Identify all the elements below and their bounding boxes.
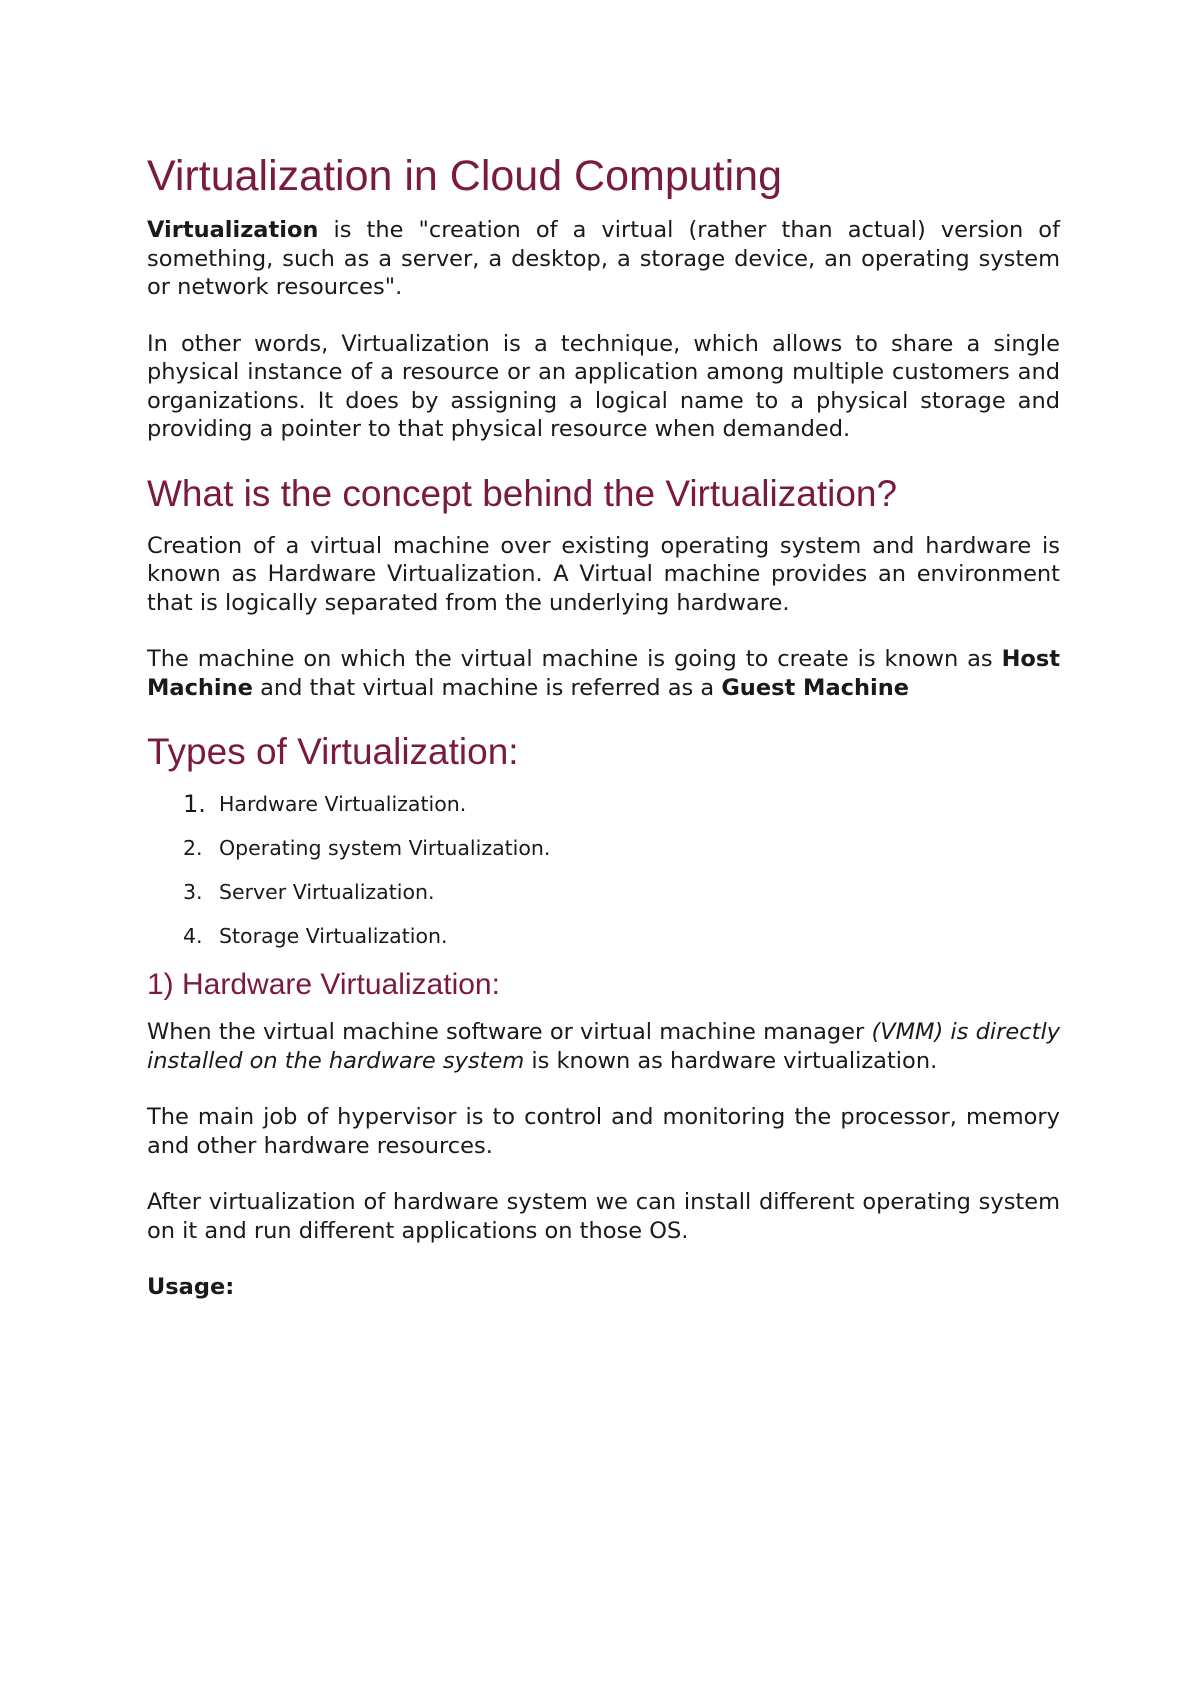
hardware-p1-italic: (VMM) is directly installed on the hardware system xyxy=(147,1019,1061,1074)
list-item-number: 1. xyxy=(183,790,206,818)
types-list xyxy=(147,790,1060,950)
intro-paragraph xyxy=(147,216,1060,302)
list-item xyxy=(147,834,1060,862)
list-item xyxy=(147,790,1060,818)
intro-bold-term: Virtualization xyxy=(147,217,319,243)
guest-machine-term: Guest Machine xyxy=(721,674,909,701)
hardware-paragraph-1 xyxy=(147,1018,1060,1075)
hardware-virtualization-heading: 1) Hardware Virtualization: xyxy=(147,968,500,1001)
concept-paragraph-1: Creation of a virtual machine over existing operating system and hardware is known as Hardware Virtualization. A Virtual machine provides an environment that is logically separated from the underlying hardware. xyxy=(147,532,1060,616)
list-item-number: 2. xyxy=(183,836,203,860)
usage-label: Usage: xyxy=(147,1274,235,1300)
concept-p2-text-b: and that virtual machine is referred as a xyxy=(252,674,722,701)
list-item xyxy=(147,878,1060,906)
hardware-paragraph-3: After virtualization of hardware system we can install different operating system on it and run different applications on those OS. xyxy=(147,1189,1060,1244)
list-item-label: Operating system Virtualization. xyxy=(219,836,551,860)
definition-paragraph: In other words, Virtualization is a technique, which allows to share a single physical instance of a resource or an application among multiple customers and organizations. It does by assigning a logical name to a physical storage and providing a pointer to that physical resource when demanded. xyxy=(147,330,1060,442)
types-heading: Types of Virtualization: xyxy=(147,731,519,772)
hardware-paragraph-2: The main job of hypervisor is to control and monitoring the processor, memory and other hardware resources. xyxy=(147,1104,1060,1159)
hardware-p1-text-b: is known as hardware virtualization. xyxy=(524,1047,938,1074)
page-title: Virtualization in Cloud Computing xyxy=(147,152,783,200)
host-machine-term: Host Machine xyxy=(147,646,1060,701)
hardware-p1-text-a: When the virtual machine software or virtual machine manager xyxy=(147,1019,872,1045)
intro-text: is the "creation of a virtual (rather than actual) version of something, such as a server, a desktop, a storage device, an operating system or network resources". xyxy=(147,217,1060,300)
concept-paragraph-2 xyxy=(147,645,1060,702)
list-item xyxy=(147,922,1060,950)
list-item-label: Hardware Virtualization. xyxy=(219,792,467,816)
concept-heading: What is the concept behind the Virtualization? xyxy=(147,472,898,514)
usage-label-paragraph xyxy=(147,1273,1060,1302)
list-item-label: Server Virtualization. xyxy=(219,880,435,904)
list-item-label: Storage Virtualization. xyxy=(219,924,448,948)
list-item-number: 4. xyxy=(183,924,203,948)
document-page xyxy=(147,150,1060,1330)
list-item-number: 3. xyxy=(183,880,203,904)
concept-p2-text-a: The machine on which the virtual machine is going to create is known as xyxy=(147,646,1002,672)
